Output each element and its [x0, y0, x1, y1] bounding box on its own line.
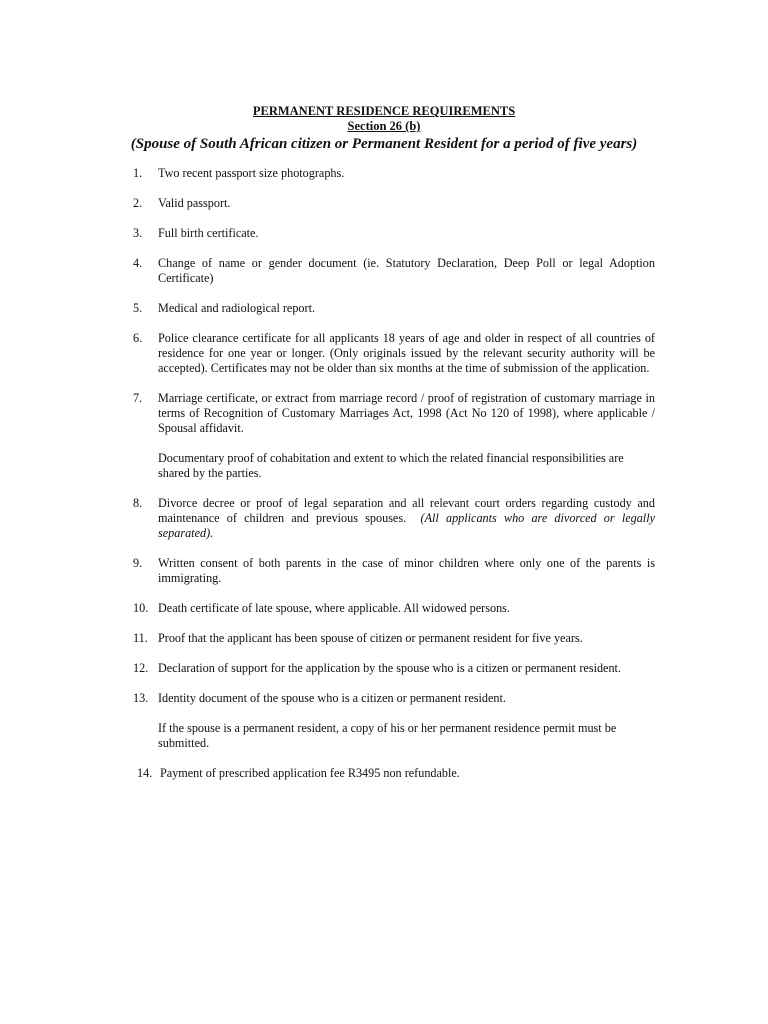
- item-text: Full birth certificate.: [158, 226, 259, 240]
- item-number: 6.: [133, 331, 143, 345]
- item-number: 14.: [137, 766, 153, 780]
- list-item: [133, 661, 655, 676]
- item-number: 11.: [133, 631, 148, 645]
- item-text: Medical and radiological report.: [158, 301, 316, 315]
- item-number: 9.: [133, 556, 143, 570]
- list-item: [133, 301, 655, 316]
- item-text: Identity document of the spouse who is a citizen or permanent resident.: [158, 691, 506, 705]
- list-item: [133, 496, 655, 541]
- item-text: Valid passport.: [158, 196, 231, 210]
- list-item: [133, 166, 655, 181]
- section-reference: Section 26 (b): [347, 119, 421, 133]
- item-text: [158, 496, 655, 541]
- item-text: Written consent of both parents in the case of minor children where only one of the parents is immigrating.: [158, 556, 655, 585]
- list-item: [133, 196, 655, 211]
- item-text: Two recent passport size photographs.: [158, 166, 345, 180]
- item-note: Documentary proof of cohabitation and extent to which the related financial responsibilities are shared by the parties.: [158, 451, 624, 480]
- item-number: 10.: [133, 601, 149, 615]
- item-text-italic: (All applicants who are divorced or legally separated).: [158, 511, 655, 540]
- document-title: PERMANENT RESIDENCE REQUIREMENTS: [252, 104, 516, 118]
- document-header: [0, 104, 768, 154]
- item-note: If the spouse is a permanent resident, a copy of his or her permanent residence permit must be submitted.: [158, 721, 617, 750]
- list-item: [133, 331, 655, 376]
- item-text: Marriage certificate, or extract from marriage record / proof of registration of customary marriage in terms of Recognition of Customary Marriages Act, 1998 (Act No 120 of 1998), where applicable / Spousal affidavit.: [158, 391, 655, 435]
- list-item: [133, 391, 655, 436]
- item-text: Declaration of support for the application by the spouse who is a citizen or permanent resident.: [158, 661, 621, 675]
- item-number: 3.: [133, 226, 143, 240]
- list-item: [133, 226, 655, 241]
- item-number: 4.: [133, 256, 143, 270]
- item-text: Change of name or gender document (ie. Statutory Declaration, Deep Poll or legal Adoption Certificate): [158, 256, 655, 285]
- item-number: 2.: [133, 196, 143, 210]
- item-text: Death certificate of late spouse, where applicable. All widowed persons.: [158, 601, 510, 615]
- list-item: [133, 691, 655, 706]
- item-number: 12.: [133, 661, 149, 675]
- item-text: Police clearance certificate for all applicants 18 years of age and older in respect of all countries of residence for one year or longer. (Only originals issued by the relevant security authority will be accepted). Certificates may not be older than six months at the time of submission of the application.: [158, 331, 655, 375]
- item-number: 5.: [133, 301, 143, 315]
- list-item: [133, 601, 655, 616]
- item-number: 1.: [133, 166, 143, 180]
- item-text-main: Divorce decree or proof of legal separation and all relevant court orders regarding custody and maintenance of children and previous spouses.: [158, 496, 655, 525]
- item-text: Proof that the applicant has been spouse of citizen or permanent resident for five years.: [158, 631, 583, 645]
- item-number: 7.: [133, 391, 143, 405]
- item-number: 8.: [133, 496, 143, 510]
- list-item: [133, 256, 655, 286]
- document-subtitle: (Spouse of South African citizen or Permanent Resident for a period of five years): [130, 136, 638, 152]
- list-item: [133, 556, 655, 586]
- list-item: [137, 766, 655, 781]
- item-text: Payment of prescribed application fee R3495 non refundable.: [160, 766, 460, 780]
- list-item: [133, 631, 655, 646]
- item-number: 13.: [133, 691, 149, 705]
- requirements-list: [133, 166, 655, 796]
